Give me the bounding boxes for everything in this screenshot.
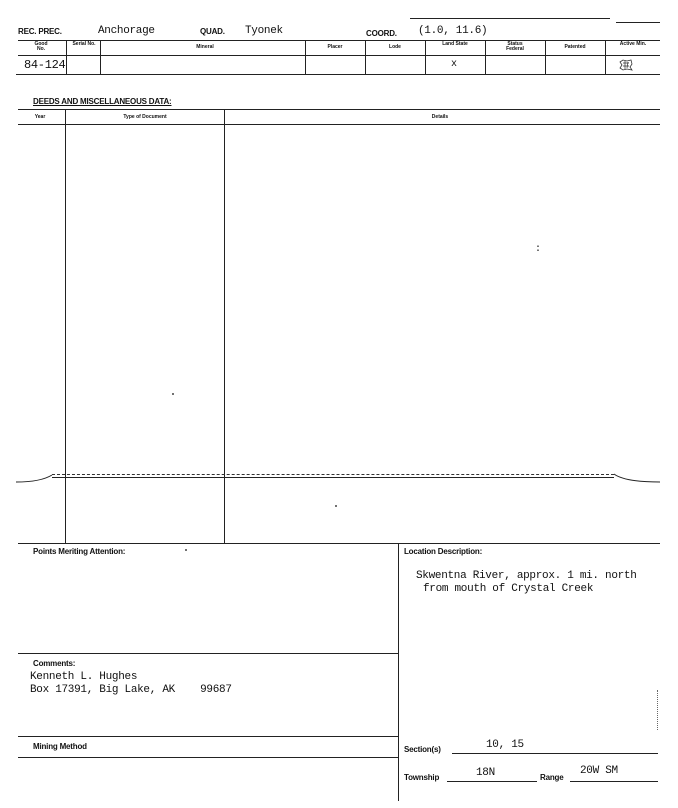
col-good-no-header: Good No. [34,41,48,52]
section-label: Section(s) [404,745,441,754]
col-year-header: Year [34,114,46,120]
col-lode-header: Lode [389,44,401,50]
col-divider [365,40,366,74]
comments-label: Comments: [33,659,76,668]
fold-solid-line [52,477,614,478]
claim-table-header-bottom [18,55,660,56]
lower-vertical-divider [398,543,399,801]
stray-mark: : [535,244,541,255]
quad-value: Tyonek [245,25,283,37]
header-top-rule-right [616,22,660,23]
col-placer-header: Placer [327,44,343,50]
location-line-1: Skwentna River, approx. 1 mi. north [416,570,637,582]
range-field-line [570,781,658,782]
location-line-2: from mouth of Crystal Creek [423,583,594,595]
section-value: 10, 15 [486,739,524,751]
deeds-top-border [18,109,660,110]
range-label: Range [540,773,564,782]
scan-speck [335,505,337,507]
mining-method-label: Mining Method [33,742,87,751]
col-divider [100,40,101,74]
range-value: 20W SM [580,765,618,777]
scan-edge-mark [657,690,659,730]
mining-method-rule [18,757,398,758]
col-status-federal-header: Status Federal [506,41,524,52]
lower-section-top-border [18,543,660,544]
coord-label: COORD. [366,29,397,38]
points-label: Points Meriting Attention: [33,547,126,556]
col-divider [305,40,306,74]
township-field-line [447,781,537,782]
col-divider [545,40,546,74]
township-value: 18N [476,767,495,779]
rec-prec-value: Anchorage [98,25,155,37]
active-stamp-icon [619,59,633,71]
township-label: Township [404,773,440,782]
col-details-header: Details [431,114,449,120]
rec-prec-label: REC. PREC. [18,27,62,36]
claim-table-top-border [18,40,660,41]
good-no-value: 84-124 [24,58,66,72]
col-mineral-header: Mineral [196,44,214,50]
col-serial-no-header: Serial No. [72,41,96,47]
quad-label: QUAD. [200,27,225,36]
section-field-line [452,753,658,754]
points-bottom-border [18,653,398,654]
location-label: Location Description: [404,547,483,556]
col-divider [425,40,426,74]
comments-line-1: Kenneth L. Hughes [30,671,138,683]
comments-bottom-border [18,736,398,737]
deeds-section-title: DEEDS AND MISCELLANEOUS DATA: [33,97,172,106]
col-divider [485,40,486,74]
col-divider [66,40,67,74]
coord-value: (1.0, 11.6) [418,25,488,37]
col-land-state-header: Land State [442,41,468,47]
header-top-rule [410,18,610,19]
fold-dashed-line [52,474,614,475]
land-state-mark: x [451,59,457,70]
col-divider [605,40,606,74]
scan-speck [172,393,174,395]
col-active-min-header: Active Min. [619,41,647,47]
scan-speck [185,549,187,551]
claim-table-bottom-border [16,74,660,75]
col-patented-header: Patented [564,44,586,50]
deeds-header-bottom [18,124,660,125]
comments-line-2: Box 17391, Big Lake, AK 99687 [30,684,232,696]
col-type-header: Type of Document [123,114,167,120]
